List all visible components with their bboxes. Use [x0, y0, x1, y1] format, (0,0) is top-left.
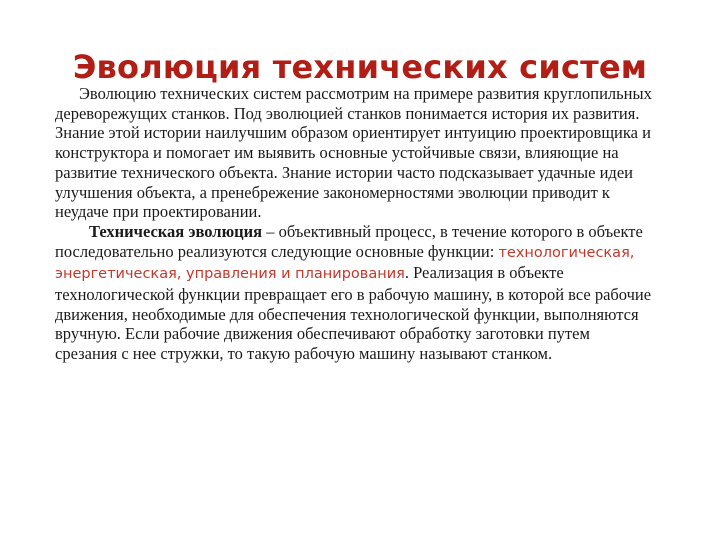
slide-title: Эволюция технических систем [72, 48, 648, 87]
paragraph-intro: Эволюцию технических систем рассмотрим на примере развития круглопильных дереворежущих станков. Под эволюцией станков понимается история их развития. Знание этой истории наилучшим образом ориентирует интуицию проектировщика и конструктора и помогает им выявить основные устойчивые связи, влияющие на развитие технического объекта. Знание истории часто подсказывает удачные идеи улучшения объекта, а пренебрежение закономерностями эволюции приводит к неудаче при проектировании. [55, 84, 652, 222]
definition-text: – объективный процесс, в течение которого в объекте последовательно реализуются следующие основные функции: [55, 221, 643, 261]
definition-rest: . Реализация в объекте технологической функции превращает его в рабочую машину, в которой все рабочие движения, необходимые для обеспечения технологической функции, выполняются вручную. Если рабочие движения обеспечивают обработку заготовки путем срезания с нее стружки, то такую рабочую машину называют станком. [55, 263, 652, 364]
functions-highlight: технологическая, энергетическая, управления и планирования [55, 244, 635, 283]
term-technical-evolution: Техническая эволюция [89, 221, 263, 241]
slide-body [55, 84, 655, 364]
paragraph-definition [55, 222, 655, 364]
